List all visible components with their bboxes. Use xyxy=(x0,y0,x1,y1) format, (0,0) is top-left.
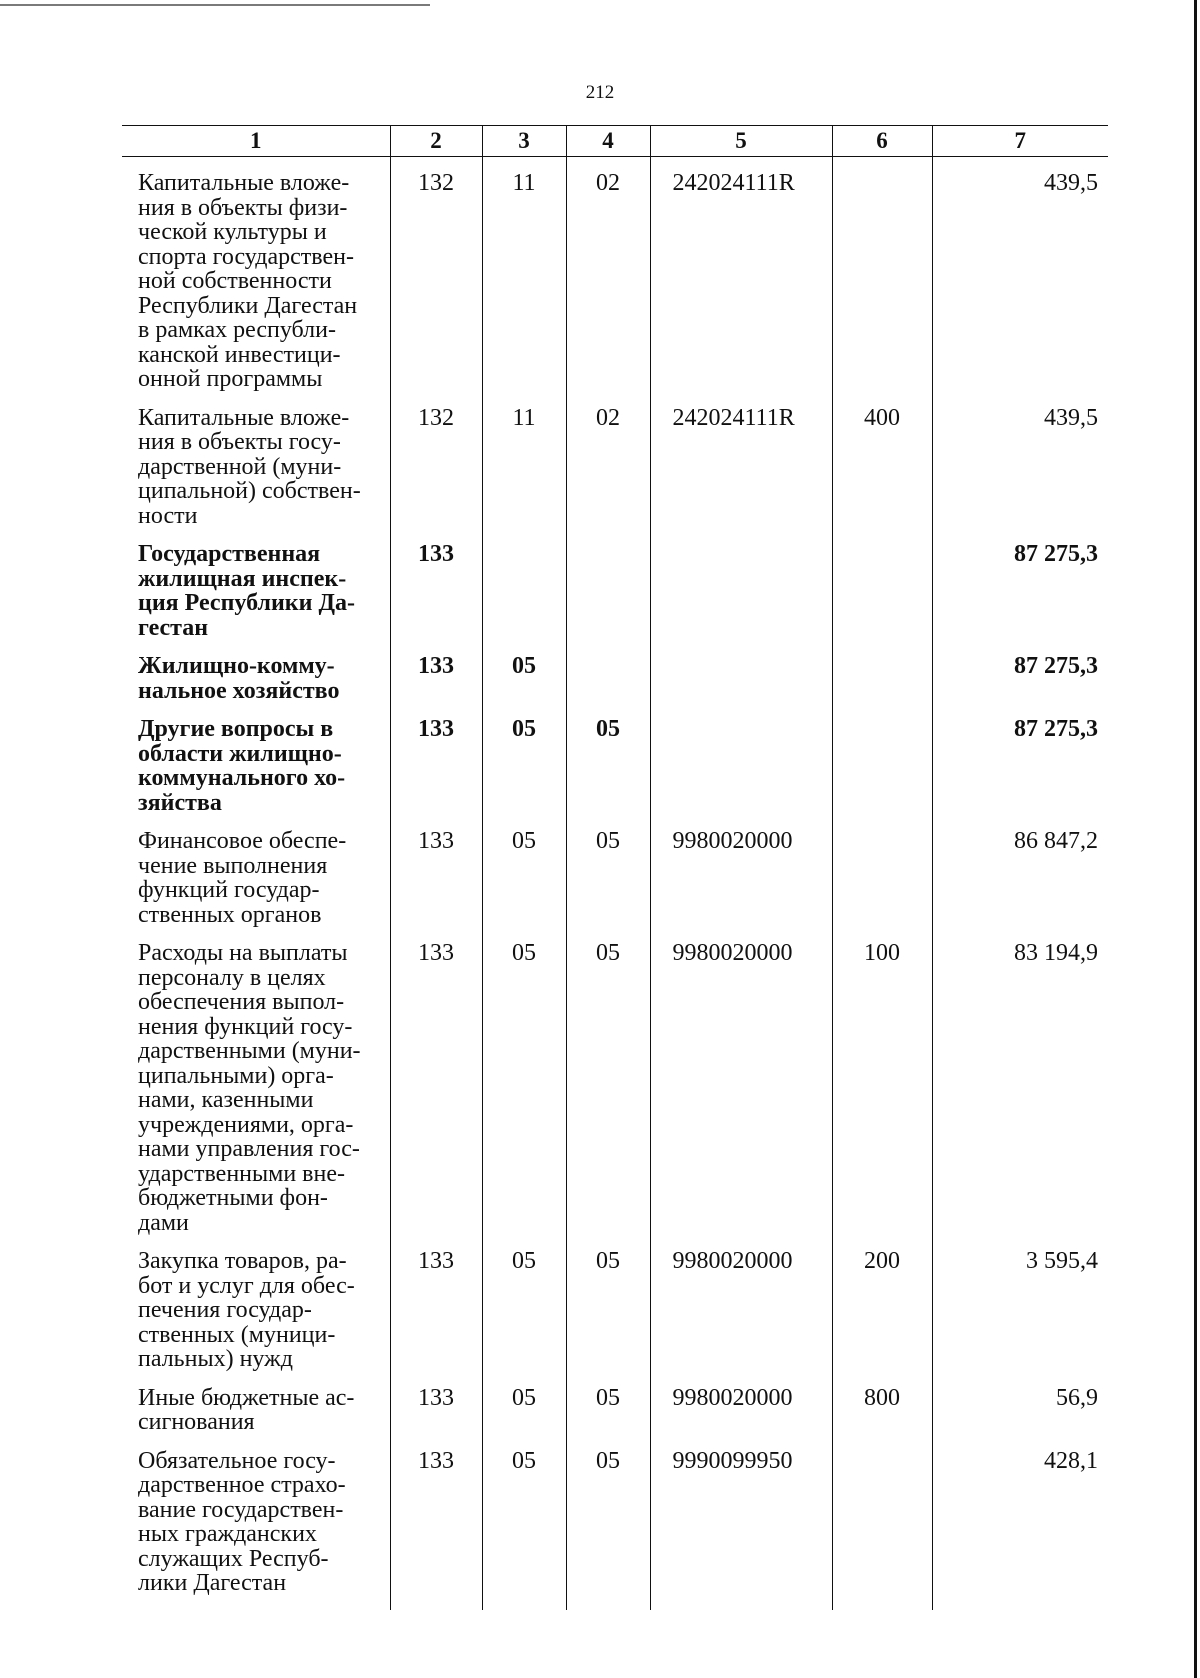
row-name-cell xyxy=(122,171,390,406)
target-article-cell: 242024111R xyxy=(650,406,832,543)
table-row xyxy=(122,542,1108,654)
row-name-text: Капитальные вложе- ния в объекты госу- дарственной (муни- ципальной) собствен- ности xyxy=(138,404,361,529)
amount-cell: 87 275,3 xyxy=(932,717,1108,829)
column-header: 6 xyxy=(832,126,932,157)
section-code-cell: 05 xyxy=(482,941,566,1249)
row-name-cell xyxy=(122,406,390,543)
expense-type-cell: 200 xyxy=(832,1249,932,1386)
table-row xyxy=(122,171,1108,406)
column-header: 1 xyxy=(122,126,390,157)
row-name-text: Жилищно-комму- нальное хозяйство xyxy=(138,653,340,704)
subsection-code-cell: 05 xyxy=(566,1386,650,1449)
expense-type-cell: 100 xyxy=(832,941,932,1249)
section-code-cell: 11 xyxy=(482,171,566,406)
admin-code-cell: 133 xyxy=(390,1249,482,1386)
target-article-cell: 9980020000 xyxy=(650,1249,832,1386)
row-name-cell xyxy=(122,654,390,717)
table-row xyxy=(122,1386,1108,1449)
row-name-text: Другие вопросы в области жилищно- коммунального хо- зяйства xyxy=(138,716,346,816)
subsection-code-cell: 05 xyxy=(566,941,650,1249)
admin-code-cell: 133 xyxy=(390,1386,482,1449)
target-article-cell: 9980020000 xyxy=(650,941,832,1249)
amount-cell: 86 847,2 xyxy=(932,829,1108,941)
row-name-text: Капитальные вложе- ния в объекты физи- ческой культуры и спорта государствен- ной собственности Республики Дагестан в рамках республи- канской инвестици- онной программы xyxy=(138,170,358,392)
table-header-row xyxy=(122,126,1108,157)
row-name-text: Иные бюджетные ас- сигнования xyxy=(138,1384,355,1435)
subsection-code-cell: 05 xyxy=(566,1249,650,1386)
amount-cell: 428,1 xyxy=(932,1449,1108,1610)
admin-code-cell: 133 xyxy=(390,829,482,941)
column-header: 3 xyxy=(482,126,566,157)
table-row xyxy=(122,717,1108,829)
admin-code-cell: 132 xyxy=(390,406,482,543)
section-code-cell xyxy=(482,542,566,654)
target-article-cell xyxy=(650,717,832,829)
scan-artifact-line xyxy=(0,4,430,6)
section-code-cell: 05 xyxy=(482,1249,566,1386)
admin-code-cell: 133 xyxy=(390,941,482,1249)
admin-code-cell: 132 xyxy=(390,171,482,406)
table-row xyxy=(122,406,1108,543)
expense-type-cell xyxy=(832,654,932,717)
admin-code-cell: 133 xyxy=(390,542,482,654)
row-name-cell xyxy=(122,1249,390,1386)
table-row xyxy=(122,941,1108,1249)
column-header: 5 xyxy=(650,126,832,157)
section-code-cell: 05 xyxy=(482,654,566,717)
target-article-cell: 242024111R xyxy=(650,171,832,406)
column-header: 2 xyxy=(390,126,482,157)
expense-type-cell xyxy=(832,717,932,829)
scan-edge xyxy=(1194,0,1197,1678)
table-row xyxy=(122,654,1108,717)
row-name-cell xyxy=(122,829,390,941)
expense-type-cell xyxy=(832,542,932,654)
section-code-cell: 05 xyxy=(482,829,566,941)
page-number: 212 xyxy=(585,82,615,103)
row-name-cell xyxy=(122,1386,390,1449)
subsection-code-cell xyxy=(566,542,650,654)
section-code-cell: 11 xyxy=(482,406,566,543)
section-code-cell: 05 xyxy=(482,1449,566,1610)
subsection-code-cell: 05 xyxy=(566,717,650,829)
subsection-code-cell: 05 xyxy=(566,1449,650,1610)
table-row xyxy=(122,1249,1108,1386)
amount-cell: 87 275,3 xyxy=(932,542,1108,654)
amount-cell: 56,9 xyxy=(932,1386,1108,1449)
row-name-text: Государственная жилищная инспек- ция Республики Да- гестан xyxy=(138,541,355,641)
subsection-code-cell: 02 xyxy=(566,406,650,543)
subsection-code-cell: 05 xyxy=(566,829,650,941)
target-article-cell xyxy=(650,654,832,717)
amount-cell: 439,5 xyxy=(932,171,1108,406)
amount-cell: 3 595,4 xyxy=(932,1249,1108,1386)
subsection-code-cell xyxy=(566,654,650,717)
row-name-text: Обязательное госу- дарственное страхо- вание государствен- ных гражданских служащих Респуб- лики Дагестан xyxy=(138,1447,346,1596)
table-row xyxy=(122,829,1108,941)
column-header: 7 xyxy=(932,126,1108,157)
row-name-text: Расходы на выплаты персоналу в целях обеспечения выпол- нения функций госу- дарственными (муни- ципальными) орга- нами, казенными учреждениями, орга- нами управления гос- ударственными вне- бюджетными фон- дами xyxy=(138,940,361,1236)
expense-type-cell: 400 xyxy=(832,406,932,543)
row-name-cell xyxy=(122,941,390,1249)
row-name-text: Закупка товаров, ра- бот и услуг для обес- печения государ- ственных (муници- пальных) нужд xyxy=(138,1248,355,1372)
table-body xyxy=(122,157,1108,1610)
row-name-cell xyxy=(122,1449,390,1610)
row-name-text: Финансовое обеспе- чение выполнения функций государ- ственных органов xyxy=(138,828,347,928)
expense-type-cell xyxy=(832,1449,932,1610)
amount-cell: 83 194,9 xyxy=(932,941,1108,1249)
admin-code-cell: 133 xyxy=(390,1449,482,1610)
section-code-cell: 05 xyxy=(482,717,566,829)
expense-type-cell xyxy=(832,829,932,941)
table-spacer-row xyxy=(122,157,1108,172)
target-article-cell: 9990099950 xyxy=(650,1449,832,1610)
target-article-cell: 9980020000 xyxy=(650,829,832,941)
expense-type-cell: 800 xyxy=(832,1386,932,1449)
column-header: 4 xyxy=(566,126,650,157)
target-article-cell xyxy=(650,542,832,654)
subsection-code-cell: 02 xyxy=(566,171,650,406)
amount-cell: 439,5 xyxy=(932,406,1108,543)
amount-cell: 87 275,3 xyxy=(932,654,1108,717)
row-name-cell xyxy=(122,717,390,829)
expense-type-cell xyxy=(832,171,932,406)
target-article-cell: 9980020000 xyxy=(650,1386,832,1449)
admin-code-cell: 133 xyxy=(390,654,482,717)
budget-table xyxy=(122,125,1108,1610)
admin-code-cell: 133 xyxy=(390,717,482,829)
table-row xyxy=(122,1449,1108,1610)
row-name-cell xyxy=(122,542,390,654)
section-code-cell: 05 xyxy=(482,1386,566,1449)
